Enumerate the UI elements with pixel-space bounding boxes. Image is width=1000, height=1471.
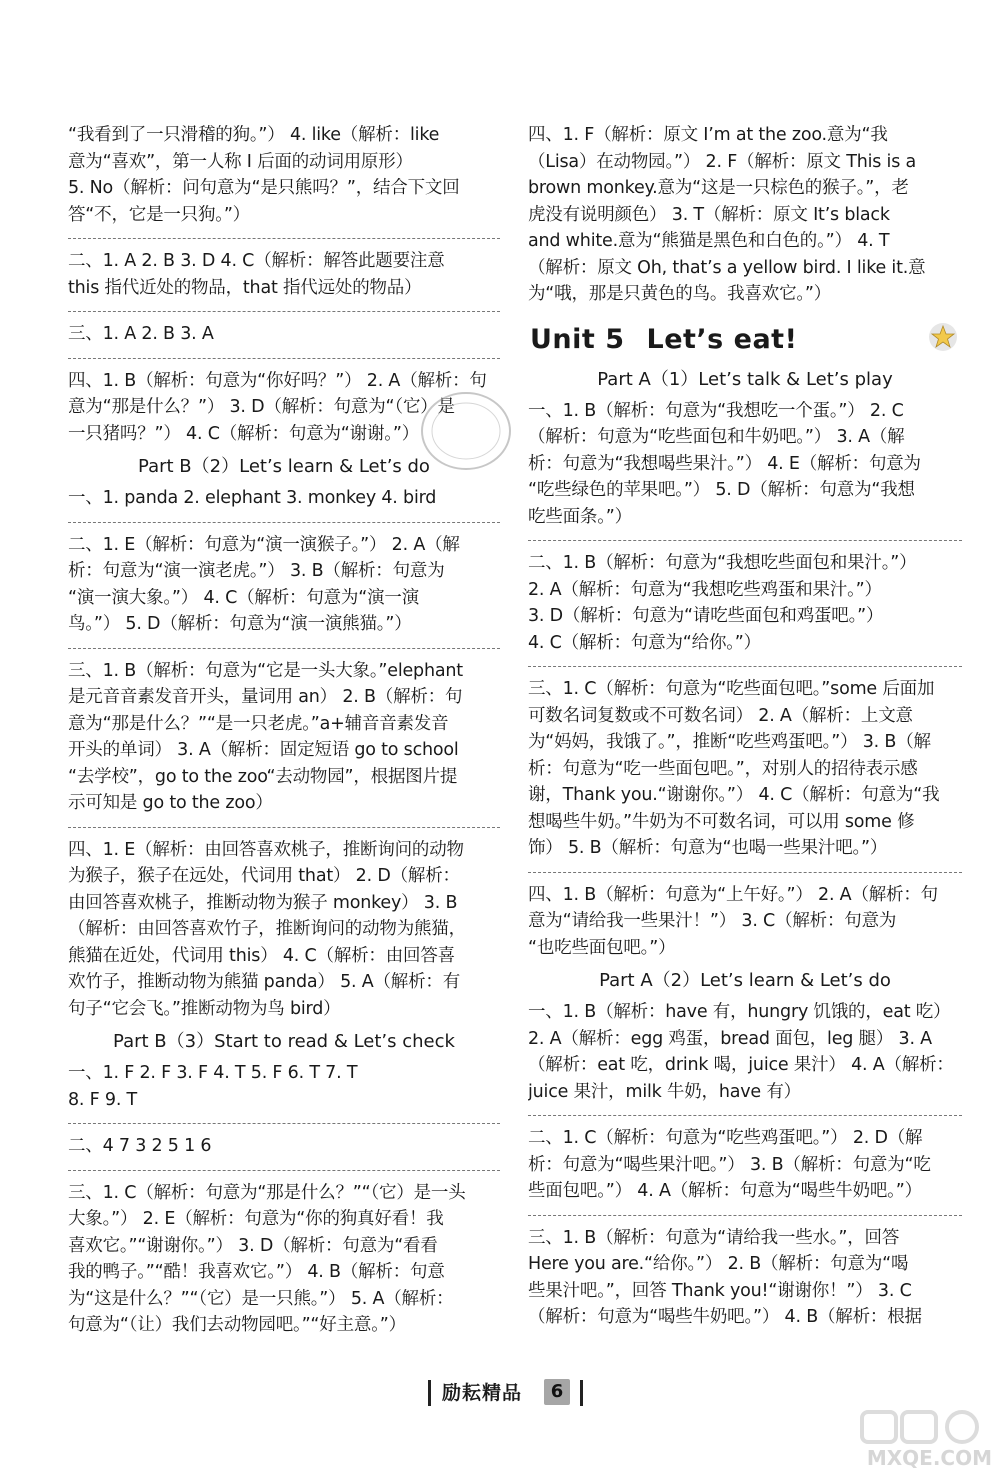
answer-block-left-2 [68, 248, 500, 301]
text-line: “去学校”，go to the zoo“去动物园”，根据图片提 [68, 766, 458, 787]
text-line: 四、1. B（解析：句意为“上午好。”） 2. A（解析：句 [528, 884, 938, 905]
unit-title [530, 320, 962, 360]
answer-block-left-8 [68, 837, 500, 1023]
answer-block-right-4 [528, 676, 962, 862]
text-line: 示可知是 go to the zoo） [68, 793, 273, 813]
text-line: 析：句意为“演一演老虎。”） 3. B（解析：句意为 [68, 561, 445, 581]
left-column [68, 122, 500, 1339]
text-line: （Lisa）在动物园。”） 2. F（解析：原文 This is a [528, 151, 917, 172]
text-line: （解析：eat 吃，drink 喝，juice 果汁） 4. A（解析： [528, 1055, 954, 1075]
watermark [842, 1408, 992, 1470]
section-heading-part-a1: Part A（1）Let’s talk & Let’s play [597, 368, 893, 390]
text-line: 析：句意为“我想喝些果汁。”） 4. E（解析：句意为 [528, 453, 921, 474]
text-line: this 指代近处的物品，that 指代远处的物品） [68, 277, 422, 298]
answer-block-right-7 [528, 1125, 962, 1205]
text-line: and white.意为“熊猫是黑色和白色的。”） 4. T [528, 231, 890, 251]
watermark-url: MXQE.COM [866, 1446, 992, 1470]
text-line: 2. A（解析：句意为“我想吃些鸡蛋和果汁。”） [528, 579, 882, 600]
section-heading-part-a2: Part A（2）Let’s learn & Let’s do [599, 970, 891, 991]
text-line: 一、1. F 2. F 3. F 4. T 5. F 6. T 7. T [68, 1063, 358, 1083]
section-divider [528, 540, 962, 541]
answer-block-left-7 [68, 658, 500, 817]
text-line: 是元音音素发音开头，量词用 an） 2. B（解析：句 [68, 687, 463, 707]
text-line: 析：句意为“吃一些面包吧。”，对别人的招待表示感 [528, 758, 918, 779]
text-line: （解析：句意为“吃些面包和牛奶吧。”） 3. A（解 [528, 427, 905, 447]
text-line: 4. C（解析：句意为“给你。”） [528, 632, 761, 653]
text-line: 意为“那是什么？”“是一只老虎。”a+辅音音素发音 [68, 713, 449, 734]
text-line: 三、1. A 2. B 3. A [68, 324, 214, 344]
text-line: 为猴子，猴子在远处，代词用 that） 2. D（解析： [68, 866, 460, 886]
text-line: 为“这是什么？”“（它）是一只熊。”） 5. A（解析： [68, 1288, 454, 1309]
text-line: 想喝些牛奶。”牛奶为不可数名词，可以用 some 修 [528, 811, 915, 832]
text-line: 2. A（解析：egg 鸡蛋，bread 面包，leg 腿） 3. A [528, 1028, 932, 1049]
page-footer [428, 1378, 598, 1408]
section-divider [68, 1170, 500, 1171]
text-line: 我的鸭子。”“酷！我喜欢它。”） 4. B（解析：句意 [68, 1262, 445, 1282]
section-divider [528, 666, 962, 667]
text-line: 四、1. E（解析：由回答喜欢桃子，推断询问的动物 [68, 839, 464, 860]
text-line: 二、1. E（解析：句意为“演一演猴子。”） 2. A（解 [68, 534, 460, 555]
footer-bar-left [428, 1380, 431, 1406]
unit-label: Unit 5 [530, 323, 625, 355]
section-divider [68, 1123, 500, 1124]
text-line: “我看到了一只滑稽的狗。”） 4. like（解析：like [68, 125, 440, 145]
answer-block-right-8 [528, 1225, 962, 1331]
section-divider [528, 1215, 962, 1216]
text-line: 8. F 9. T [68, 1089, 138, 1110]
footer-bar-right [580, 1380, 583, 1406]
section-heading-part-b2: Part B（2）Let’s learn & Let’s do [138, 456, 430, 477]
section-divider [68, 827, 500, 828]
text-line: 3. D（解析：句意为“请吃些面包和鸡蛋吧。”） [528, 606, 884, 626]
text-line: 虎没有说明颜色） 3. T（解析：原文 It’s black [528, 204, 890, 225]
answer-block-left-9 [68, 1060, 500, 1113]
text-line: “吃些绿色的苹果吧。”） 5. D（解析：句意为“我想 [528, 480, 915, 500]
text-line: 句子“它会飞。”推断动物为鸟 bird） [68, 998, 341, 1019]
text-line: 为“妈妈，我饿了。”，推断“吃些鸡蛋吧。”） 3. B（解 [528, 732, 931, 752]
text-line: （解析：由回答喜欢竹子，推断询问的动物为熊猫， [68, 919, 466, 939]
section-divider [528, 872, 962, 873]
text-line: “演一演大象。”） 4. C（解析：句意为“演一演 [68, 587, 419, 608]
answer-block-left-3 [68, 321, 500, 348]
text-line: 二、1. C（解析：句意为“吃些鸡蛋吧。”） 2. D（解 [528, 1128, 923, 1148]
text-line: 为“哦，那是只黄色的鸟。我喜欢它。”） [528, 284, 832, 304]
text-line: 意为“那是什么？”） 3. D（解析：句意为“（它）是 [68, 397, 455, 417]
text-line: 一只猪吗？”） 4. C（解析：句意为“谢谢。”） [68, 423, 419, 444]
section-divider [68, 358, 500, 359]
answer-block-right-6 [528, 999, 962, 1105]
text-line: 鸟。”） 5. D（解析：句意为“演一演熊猫。”） [68, 614, 412, 634]
text-line: 开头的单词） 3. A（解析：固定短语 go to school [68, 740, 459, 760]
text-line: 三、1. C（解析：句意为“那是什么？”“（它）是一头 [68, 1182, 466, 1203]
watermark-logo-icon [842, 1408, 992, 1448]
text-line: brown monkey.意为“这是一只棕色的猴子。”，老 [528, 178, 909, 198]
text-line: 二、1. A 2. B 3. D 4. C（解析：解答此题要注意 [68, 251, 445, 271]
text-line: 由回答喜欢桃子，推断动物为猴子 monkey） 3. B [68, 892, 458, 913]
text-line: “也吃些面包吧。”） [528, 937, 676, 958]
text-line: 四、1. F（解析：原文 I’m at the zoo.意为“我 [528, 125, 888, 145]
text-line: 些面包吧。”） 4. A（解析：句意为“喝些牛奶吧。”） [528, 1181, 922, 1201]
answer-block-right-1 [528, 122, 962, 308]
section-heading-part-b3: Part B（3）Start to read & Let’s check [113, 1031, 455, 1052]
answer-block-right-5 [528, 882, 962, 962]
answer-block-left-6 [68, 532, 500, 638]
footer-brand: 励耘精品 [442, 1382, 523, 1404]
text-line: 三、1. C（解析：句意为“吃些面包吧。”some 后面加 [528, 679, 935, 699]
section-divider [68, 648, 500, 649]
unit-name: Let’s eat! [646, 323, 798, 355]
answer-block-left-1 [68, 122, 500, 228]
answer-block-right-3 [528, 550, 962, 656]
text-line: （解析：原文 Oh, that’s a yellow bird. I like it.意 [528, 257, 926, 278]
text-line: 5. No（解析：问句意为“是只熊吗？”，结合下文回 [68, 178, 460, 198]
text-line: 析：句意为“喝些果汁吧。”） 3. B（解析：句意为“吃 [528, 1154, 931, 1175]
text-line: 一、1. B（解析：have 有，hungry 饥饿的，eat 吃） [528, 1002, 951, 1022]
section-divider [68, 238, 500, 239]
page-number: 6 [544, 1379, 570, 1405]
text-line: 意为“喜欢”，第一人称 I 后面的动词用原形） [68, 151, 413, 172]
text-line: （解析：句意为“喝些牛奶吧。”） 4. B（解析：根据 [528, 1307, 922, 1327]
text-line: Here you are.“给你。”） 2. B（解析：句意为“喝 [528, 1254, 909, 1274]
text-line: 些果汁吧。”，回答 Thank you!“谢谢你！”） 3. C [528, 1280, 912, 1301]
text-line: 二、1. B（解析：句意为“我想吃些面包和果汁。”） [528, 553, 917, 573]
text-line: 一、1. B（解析：句意为“我想吃一个蛋。”） 2. C [528, 400, 904, 421]
answer-block-left-10 [68, 1133, 500, 1160]
text-line: 欢竹子，推断动物为熊猫 panda） 5. A（解析：有 [68, 972, 461, 992]
section-divider [528, 1115, 962, 1116]
answer-block-left-5 [68, 485, 500, 512]
text-line: 三、1. B（解析：句意为“它是一头大象。”elephant [68, 660, 463, 681]
text-line: 三、1. B（解析：句意为“请给我一些水。”，回答 [528, 1227, 900, 1248]
text-line: 答“不，它是一只狗。”） [68, 204, 250, 225]
text-line: 饰） 5. B（解析：句意为“也喝一些果汁吧。”） [528, 838, 888, 858]
section-divider [68, 311, 500, 312]
star-icon [928, 322, 958, 352]
right-column [528, 122, 962, 1331]
text-line: 可数名词复数或不可数名词） 2. A（解析：上文意 [528, 705, 913, 726]
text-line: 谢，Thank you.“谢谢你。”） 4. C（解析：句意为“我 [528, 785, 940, 805]
text-line: 大象。”） 2. E（解析：句意为“你的狗真好看！我 [68, 1209, 444, 1229]
text-line: 四、1. B（解析：句意为“你好吗？”） 2. A（解析：句 [68, 370, 487, 391]
section-divider [68, 522, 500, 523]
answer-block-right-2 [528, 398, 962, 531]
answer-block-left-11 [68, 1180, 500, 1339]
stamp-mark [418, 388, 514, 474]
text-line: 一、1. panda 2. elephant 3. monkey 4. bird [68, 488, 437, 508]
text-line: 喜欢它。”“谢谢你。”） 3. D（解析：句意为“看看 [68, 1235, 438, 1256]
text-line: juice 果汁，milk 牛奶，have 有） [528, 1081, 801, 1102]
text-line: 二、4 7 3 2 5 1 6 [68, 1136, 212, 1156]
text-line: 吃些面条。”） [528, 506, 632, 527]
text-line: 熊猫在近处，代词用 this） 4. C（解析：由回答喜 [68, 945, 455, 966]
text-line: 句意为“（让）我们去动物园吧。”“好主意。”） [68, 1315, 406, 1335]
text-line: 意为“请给我一些果汁！”） 3. C（解析：句意为 [528, 911, 897, 931]
